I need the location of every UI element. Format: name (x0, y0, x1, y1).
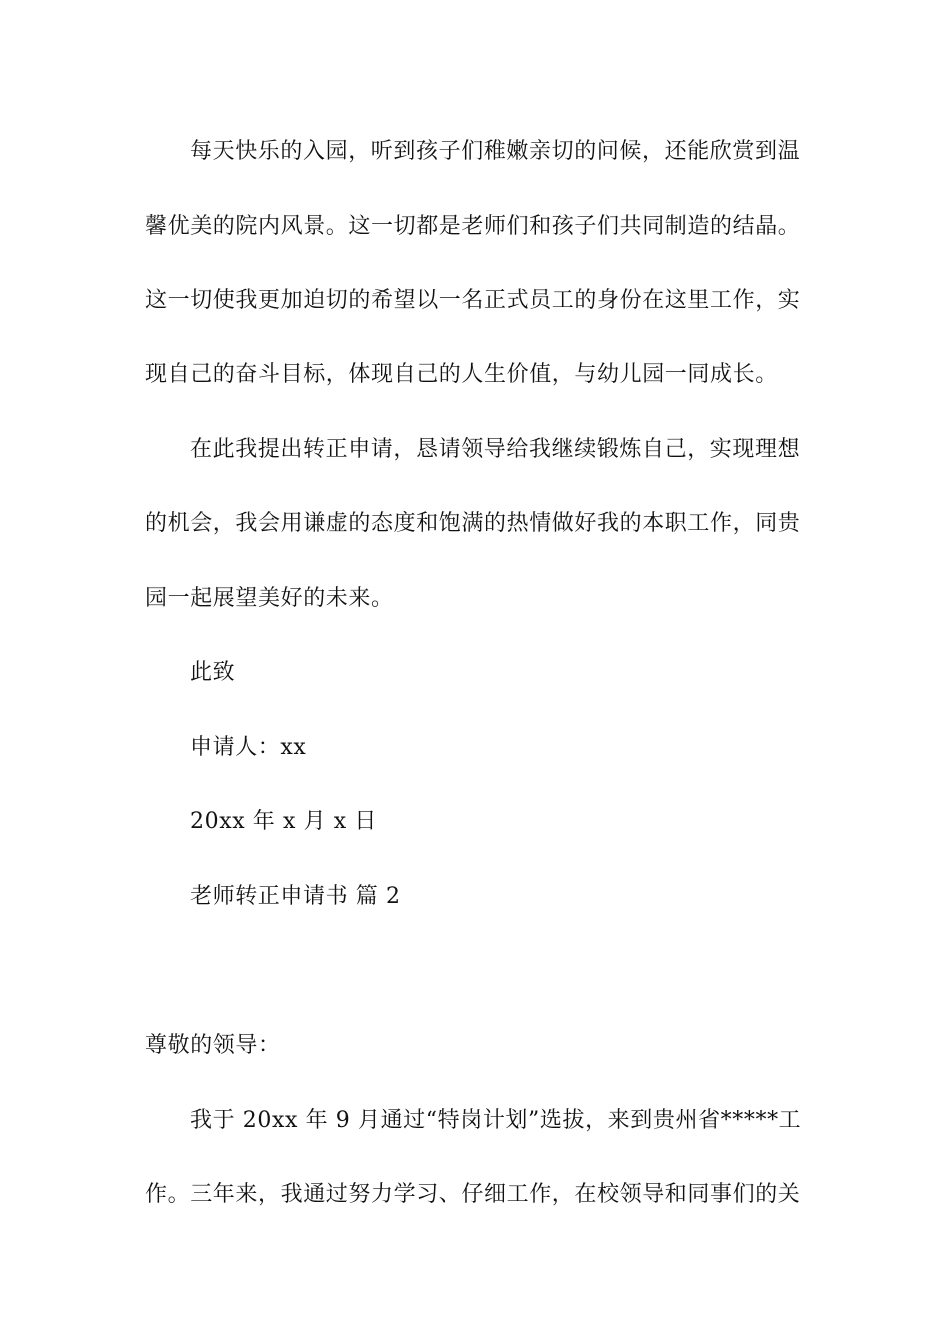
closing-text: 此致 (190, 660, 236, 685)
paragraph-3-line-1: 我于 20xx 年 9 月通过“特岗计划”选拔，来到贵州省*****工 (190, 1108, 802, 1133)
paragraph-2-line-1: 在此我提出转正申请，恳请领导给我继续锻炼自己，实现理想 (190, 437, 801, 462)
paragraph-1-line-3: 这一切使我更加迫切的希望以一名正式员工的身份在这里工作，实 (145, 288, 801, 313)
paragraph-3-line-2: 作。三年来，我通过努力学习、仔细工作，在校领导和同事们的关 (145, 1182, 801, 1207)
date-line: 20xx 年 x 月 x 日 (190, 809, 377, 834)
salutation: 尊敬的领导： (145, 1033, 281, 1058)
paragraph-1-line-2: 馨优美的院内风景。这一切都是老师们和孩子们共同制造的结晶。 (145, 214, 801, 239)
paragraph-2-line-3: 园一起展望美好的未来。 (145, 586, 394, 611)
section-title: 老师转正申请书 篇 2 (190, 884, 401, 909)
paragraph-1-line-1: 每天快乐的入园，听到孩子们稚嫩亲切的问候，还能欣赏到温 (190, 139, 801, 164)
paragraph-1-line-4: 现自己的奋斗目标，体现自己的人生价值，与幼儿园一同成长。 (145, 362, 778, 387)
applicant-line: 申请人：xx (190, 735, 307, 760)
paragraph-2-line-2: 的机会，我会用谦虚的态度和饱满的热情做好我的本职工作，同贵 (145, 511, 801, 536)
